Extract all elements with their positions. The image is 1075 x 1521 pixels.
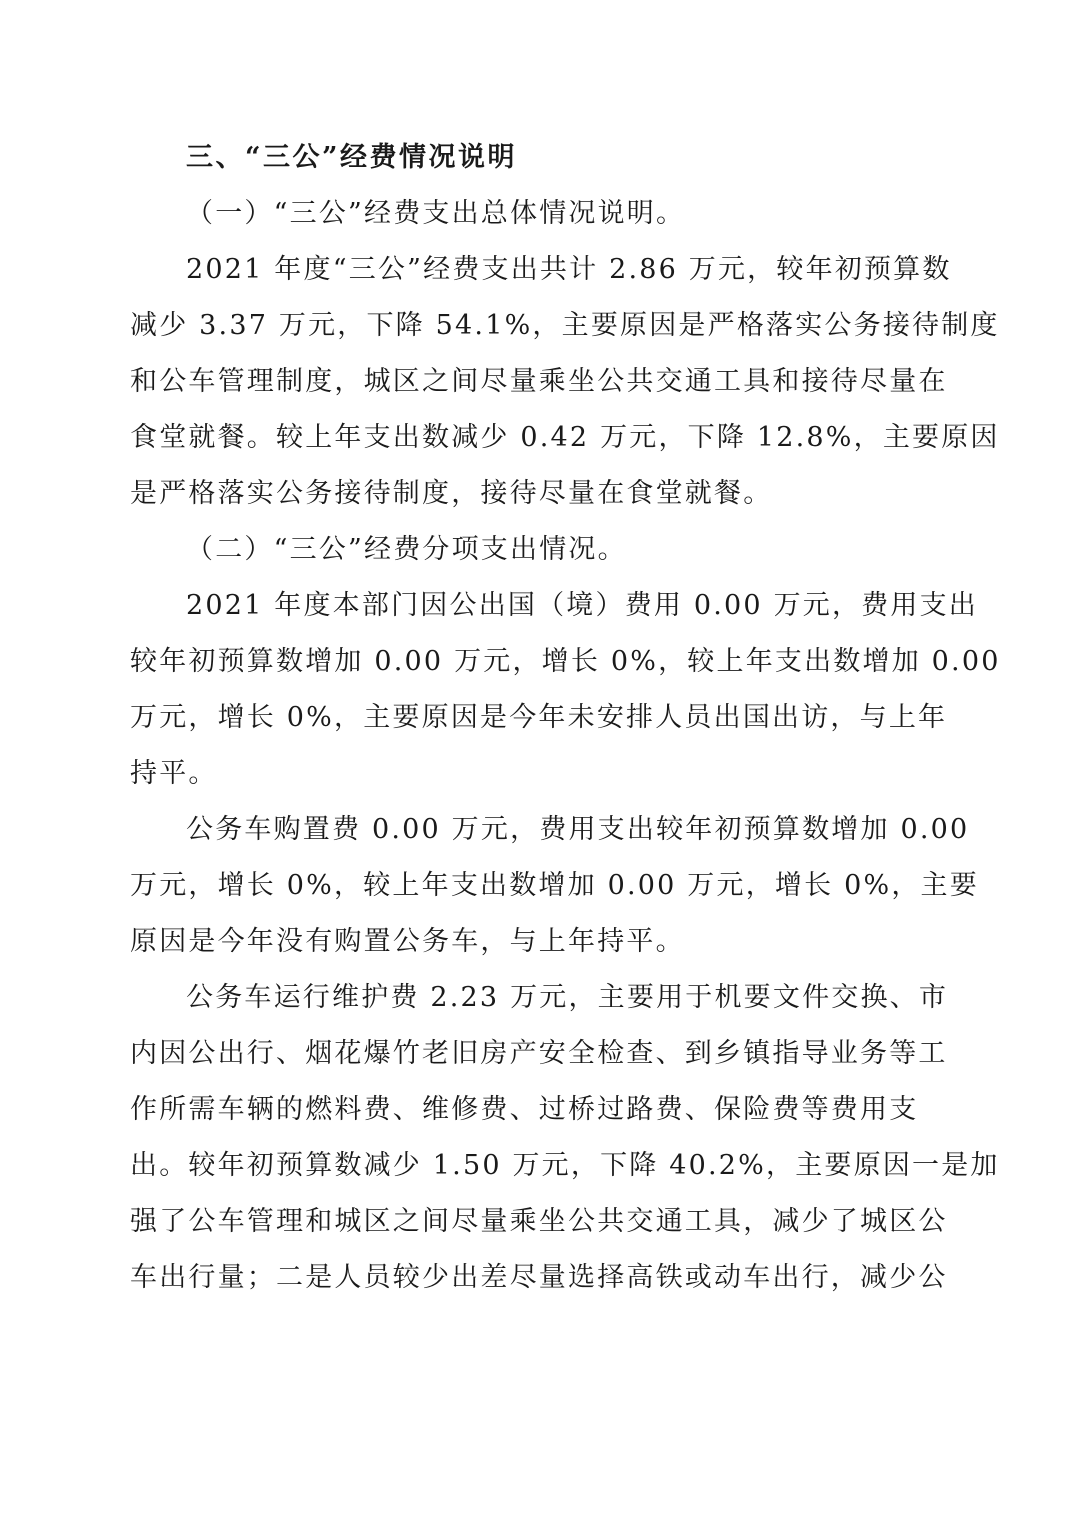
paragraph-line: 食堂就餐。较上年支出数减少 0.42 万元，下降 12.8%，主要原因: [130, 422, 1000, 453]
paragraph-line: 出。较年初预算数减少 1.50 万元，下降 40.2%，主要原因一是加: [130, 1150, 1000, 1181]
paragraph-line: 是严格落实公务接待制度，接待尽量在食堂就餐。: [130, 478, 773, 509]
paragraph-line: 内因公出行、烟花爆竹老旧房产安全检查、到乡镇指导业务等工: [130, 1038, 948, 1069]
paragraph-line: 强了公车管理和城区之间尽量乘坐公共交通工具，减少了城区公: [130, 1206, 948, 1237]
paragraph-line: 2021 年度本部门因公出国（境）费用 0.00 万元，费用支出: [186, 590, 978, 621]
paragraph-line: 持平。: [130, 758, 218, 789]
paragraph-line: 原因是今年没有购置公务车，与上年持平。: [130, 926, 685, 957]
section-heading: 三、“三公”经费情况说明: [186, 142, 518, 173]
paragraph-line: 公务车购置费 0.00 万元，费用支出较年初预算数增加 0.00: [186, 814, 970, 845]
paragraph-line: 万元，增长 0%，较上年支出数增加 0.00 万元，增长 0%，主要: [130, 870, 979, 901]
paragraph-line: 2021 年度“三公”经费支出共计 2.86 万元，较年初预算数: [186, 254, 952, 285]
subsection-title-itemized: （二）“三公”经费分项支出情况。: [186, 534, 627, 565]
paragraph-line: 公务车运行维护费 2.23 万元，主要用于机要文件交换、市: [186, 982, 949, 1013]
paragraph-line: 作所需车辆的燃料费、维修费、过桥过路费、保险费等费用支: [130, 1094, 919, 1125]
paragraph-line: 万元，增长 0%，主要原因是今年未安排人员出国出访，与上年: [130, 702, 948, 733]
subsection-title-overall: （一）“三公”经费支出总体情况说明。: [186, 198, 686, 229]
paragraph-line: 和公车管理制度，城区之间尽量乘坐公共交通工具和接待尽量在: [130, 366, 948, 397]
paragraph-line: 减少 3.37 万元，下降 54.1%，主要原因是严格落实公务接待制度: [130, 310, 1000, 341]
paragraph-line: 车出行量；二是人员较少出差尽量选择高铁或动车出行，减少公: [130, 1262, 948, 1293]
paragraph-line: 较年初预算数增加 0.00 万元，增长 0%，较上年支出数增加 0.00: [130, 646, 1001, 677]
